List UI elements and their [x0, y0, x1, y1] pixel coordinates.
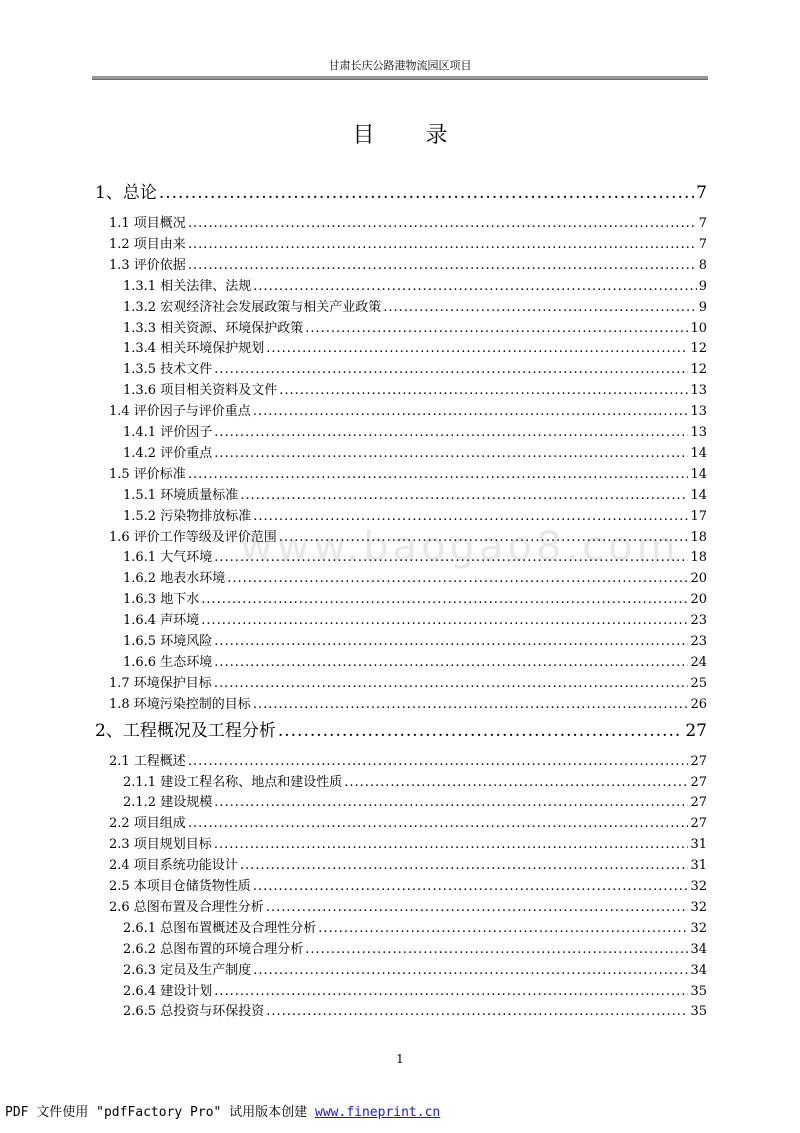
- toc-leader-dots: [188, 467, 689, 482]
- pdf-footer: [5, 1101, 440, 1120]
- toc-entry-label: 2.1 工程概述: [109, 753, 186, 769]
- toc-entry-page: 27: [690, 816, 707, 832]
- toc-entry-page: 32: [690, 920, 707, 936]
- toc-entry-page: 13: [690, 383, 707, 399]
- toc-leader-dots: [214, 634, 688, 649]
- toc-entry-label: 2.6.4 建设计划: [123, 983, 213, 999]
- toc-entry-page: 32: [690, 879, 707, 894]
- toc-entry-label: 2.4 项目系统功能设计: [109, 858, 238, 874]
- toc-leader-dots: [227, 571, 688, 586]
- toc-leader-dots: [253, 697, 689, 712]
- toc-leader-dots: [214, 655, 688, 670]
- header-rule: [92, 76, 708, 80]
- toc-entry-page: 35: [690, 983, 707, 999]
- toc-entry-label: 1.3.2 宏观经济社会发展政策与相关产业政策: [123, 299, 382, 315]
- toc-leader-dots: [253, 509, 688, 524]
- toc-leader-dots: [253, 963, 688, 978]
- toc-entry-label: 2.6 总图布置及合理性分析: [109, 899, 264, 915]
- toc-entry[interactable]: [109, 750, 707, 769]
- toc-entry-page: 31: [690, 858, 707, 874]
- toc-entry[interactable]: [123, 917, 707, 936]
- toc-leader-dots: [279, 383, 688, 398]
- toc-entry-label: 1.4 评价因子与评价重点: [109, 404, 251, 420]
- toc-leader-dots: [214, 362, 688, 377]
- toc-entry-label: 1.8 环境污染控制的目标: [109, 696, 251, 712]
- toc-entry-label: 1.3.5 技术文件: [123, 362, 213, 378]
- toc-entry-label: 1.3.1 相关法律、法规: [123, 278, 252, 294]
- toc-entry[interactable]: [123, 588, 707, 607]
- toc-entry-page: 14: [690, 466, 707, 482]
- toc-leader-dots: [159, 183, 694, 203]
- toc-entry[interactable]: [123, 791, 707, 810]
- toc-entry-label: 1.1 项目概况: [109, 216, 186, 231]
- toc-entry-page: 7: [696, 183, 707, 203]
- toc-entry[interactable]: [109, 833, 707, 852]
- toc-entry-page: 12: [690, 341, 707, 357]
- toc-leader-dots: [278, 721, 684, 741]
- toc-entry-page: 25: [690, 675, 707, 691]
- toc-leader-dots: [266, 900, 689, 915]
- toc-entry[interactable]: [123, 651, 707, 670]
- toc-entry-page: 7: [698, 236, 707, 252]
- toc-entry[interactable]: [109, 896, 707, 915]
- toc-entry[interactable]: [123, 1000, 707, 1019]
- toc-entry-page: 9: [698, 299, 707, 315]
- toc-entry-label: 1.3.3 相关资源、环境保护政策: [123, 320, 304, 336]
- toc-leader-dots: [305, 321, 688, 336]
- toc-leader-dots: [253, 879, 689, 894]
- toc-entry-page: 14: [690, 487, 707, 503]
- toc-leader-dots: [318, 921, 688, 936]
- toc-entry[interactable]: [109, 233, 707, 252]
- toc-leader-dots: [240, 488, 688, 503]
- toc-entry[interactable]: [95, 716, 707, 741]
- toc-entry[interactable]: [123, 771, 707, 790]
- toc-entry-page: 34: [690, 941, 707, 957]
- toc-entry-page: 31: [690, 837, 707, 853]
- toc-entry-label: 1.6 评价工作等级及评价范围: [109, 529, 277, 545]
- toc-entry[interactable]: [123, 959, 707, 978]
- toc-entry-label: 1.6.4 声环境: [123, 613, 200, 629]
- toc-leader-dots: [214, 676, 689, 691]
- toc-entry-page: 35: [690, 1004, 707, 1020]
- toc-entry-page: 13: [690, 404, 707, 420]
- toc-leader-dots: [188, 258, 697, 273]
- footer-text: PDF 文件使用 "pdfFactory Pro" 试用版本创建: [5, 1105, 316, 1120]
- toc-leader-dots: [188, 816, 689, 831]
- toc-entry-page: 9: [698, 278, 707, 294]
- toc-entry[interactable]: [123, 567, 707, 586]
- toc-entry-label: 2.2 项目组成: [109, 816, 186, 832]
- toc-leader-dots: [266, 341, 688, 356]
- page-number: 1: [396, 1052, 404, 1066]
- toc-entry[interactable]: [123, 421, 707, 440]
- toc-entry-label: 1.5.2 污染物排放标准: [123, 508, 252, 524]
- toc-entry-label: 2.1.1 建设工程名称、地点和建设性质: [123, 774, 343, 790]
- toc-leader-dots: [344, 775, 688, 790]
- toc-entry-label: 1、总论: [95, 183, 157, 203]
- toc-entry-page: 27: [690, 774, 707, 790]
- toc-entry[interactable]: [109, 693, 707, 712]
- toc-entry-page: 18: [690, 550, 707, 566]
- toc-entry-label: 1.6.1 大气环境: [123, 550, 213, 566]
- toc-entry-page: 7: [698, 216, 707, 231]
- toc-entry[interactable]: [109, 854, 707, 873]
- toc-entry[interactable]: [123, 938, 707, 957]
- toc-entry-label: 1.4.2 评价重点: [123, 445, 213, 461]
- toc-entry-page: 8: [698, 257, 707, 273]
- toc-entry-page: 27: [685, 720, 707, 741]
- toc-entry-label: 1.6.2 地表水环境: [123, 571, 226, 587]
- toc-leader-dots: [266, 1004, 688, 1019]
- toc-entry[interactable]: [123, 379, 707, 398]
- toc-entry[interactable]: [123, 630, 707, 649]
- toc-leader-dots: [214, 837, 689, 852]
- toc-leader-dots: [214, 446, 688, 461]
- toc-leader-dots: [383, 300, 697, 315]
- toc-entry[interactable]: [109, 463, 707, 482]
- toc-entry-label: 1.4.1 评价因子: [123, 425, 213, 440]
- toc-entry-label: 1.3.4 相关环境保护规划: [123, 341, 265, 357]
- toc-entry-label: 1.6.3 地下水: [123, 592, 200, 608]
- toc-leader-dots: [305, 942, 688, 957]
- toc-leader-dots: [201, 592, 688, 607]
- toc-entry-page: 26: [690, 696, 707, 712]
- toc-entry[interactable]: [123, 609, 707, 628]
- toc-entry[interactable]: [123, 317, 707, 336]
- toc-entry[interactable]: [95, 178, 707, 203]
- toc-entry-label: 1.6.6 生态环境: [123, 654, 213, 670]
- toc-entry-label: 2、工程概况及工程分析: [95, 720, 276, 741]
- toc-entry[interactable]: [123, 484, 707, 503]
- toc-entry-label: 1.5 评价标准: [109, 466, 186, 482]
- toc-entry-label: 1.3 评价依据: [109, 257, 186, 273]
- running-header: 甘肃长庆公路港物流园区项目: [328, 59, 472, 72]
- toc-leader-dots: [240, 858, 689, 873]
- toc-entry-label: 1.2 项目由来: [109, 236, 186, 252]
- toc-entry-label: 2.6.2 总图布置的环境合理分析: [123, 941, 304, 957]
- toc-entry[interactable]: [109, 400, 707, 419]
- toc-leader-dots: [214, 425, 688, 440]
- toc-leader-dots: [279, 530, 689, 545]
- toc-leader-dots: [201, 613, 688, 628]
- toc-entry-label: 1.6.5 环境风险: [123, 634, 213, 649]
- toc-entry[interactable]: [123, 505, 707, 524]
- toc-entry-page: 12: [690, 362, 707, 378]
- toc-entry-page: 27: [690, 795, 707, 811]
- toc-entry[interactable]: [109, 875, 707, 894]
- toc-entry[interactable]: [123, 358, 707, 377]
- toc-entry-page: 14: [690, 445, 707, 461]
- toc-entry[interactable]: [123, 546, 707, 565]
- toc-entry[interactable]: [109, 526, 707, 545]
- toc-entry-page: 18: [690, 529, 707, 545]
- toc-entry-label: 2.3 项目规划目标: [109, 837, 212, 853]
- toc-leader-dots: [214, 795, 688, 810]
- toc-entry-page: 13: [690, 425, 707, 440]
- toc-leader-dots: [188, 216, 697, 231]
- toc-entry-page: 34: [690, 962, 707, 978]
- toc-entry[interactable]: [123, 442, 707, 461]
- watermark-text: www.baogao8.com: [240, 524, 680, 570]
- toc-entry-label: 1.7 环境保护目标: [109, 675, 212, 691]
- toc-entry-label: 1.5.1 环境质量标准: [123, 487, 239, 503]
- toc-entry-page: 32: [690, 899, 707, 915]
- toc-leader-dots: [214, 984, 688, 999]
- toc-entry-page: 10: [690, 320, 707, 336]
- toc-leader-dots: [253, 404, 689, 419]
- toc-entry-page: 24: [690, 654, 707, 670]
- toc-entry-page: 20: [690, 571, 707, 587]
- toc-entry[interactable]: [109, 212, 707, 231]
- toc-entry-page: 27: [690, 753, 707, 769]
- toc-leader-dots: [188, 754, 689, 769]
- toc-entry[interactable]: [109, 672, 707, 691]
- toc-entry[interactable]: [109, 254, 707, 273]
- toc-entry-page: 20: [690, 592, 707, 608]
- toc-entry[interactable]: [123, 275, 707, 294]
- toc-leader-dots: [253, 279, 697, 294]
- toc-entry-page: 23: [690, 634, 707, 649]
- page-title: 目 录: [352, 123, 470, 148]
- toc-entry-label: 2.6.3 定员及生产制度: [123, 962, 252, 978]
- footer-link[interactable]: www.fineprint.cn: [315, 1105, 441, 1120]
- toc-entry-label: 2.6.5 总投资与环保投资: [123, 1004, 265, 1020]
- toc-entry[interactable]: [123, 337, 707, 356]
- toc-entry-label: 2.5 本项目仓储货物性质: [109, 879, 251, 894]
- toc-entry-page: 23: [690, 613, 707, 629]
- toc-leader-dots: [214, 550, 688, 565]
- toc-entry-label: 1.3.6 项目相关资料及文件: [123, 383, 278, 399]
- toc-entry-page: 17: [690, 508, 707, 524]
- toc-entry[interactable]: [123, 296, 707, 315]
- toc-leader-dots: [188, 237, 697, 252]
- toc-entry[interactable]: [109, 812, 707, 831]
- toc-entry[interactable]: [123, 980, 707, 999]
- toc-entry-label: 2.6.1 总图布置概述及合理性分析: [123, 920, 317, 936]
- toc-entry-label: 2.1.2 建设规模: [123, 795, 213, 811]
